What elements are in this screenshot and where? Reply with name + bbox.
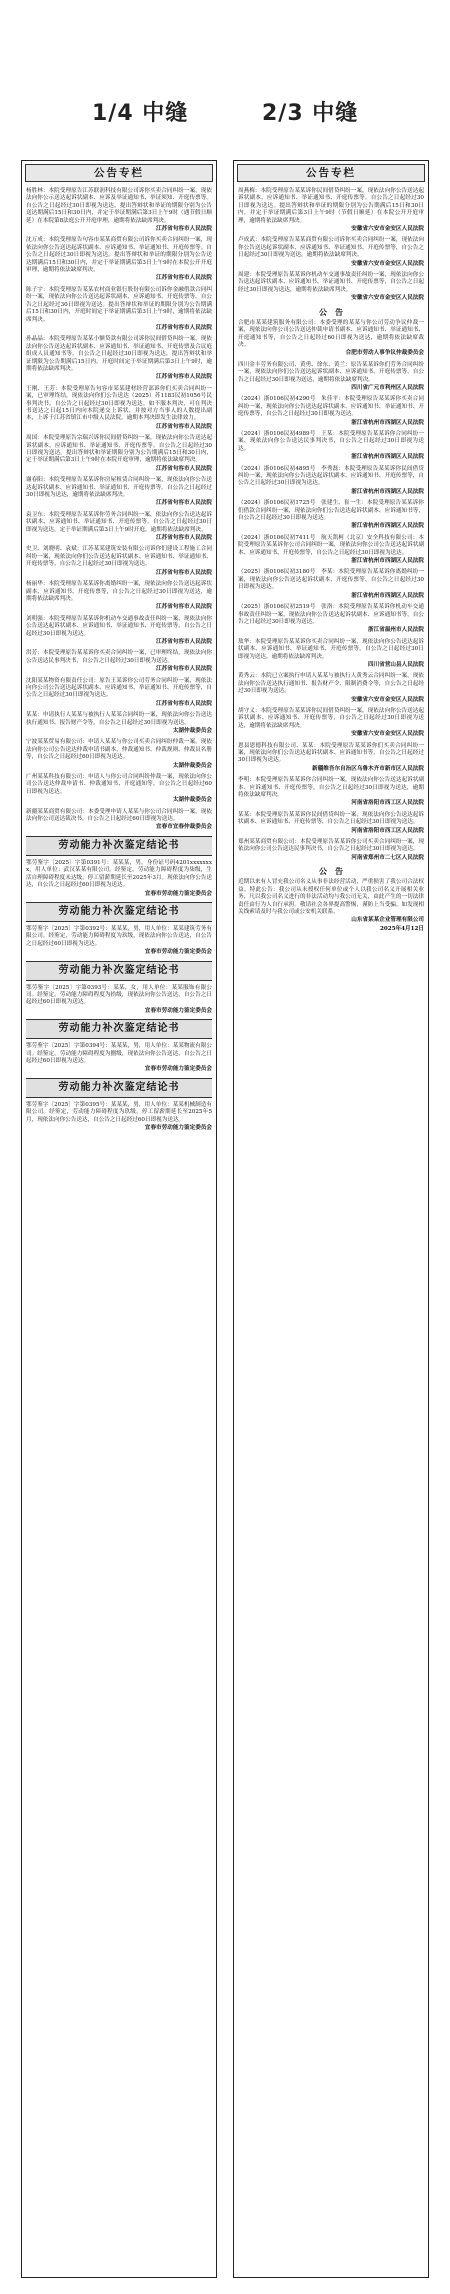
column-body xyxy=(234,185,428,933)
notice-text: 黄秀云：本院已立案执行申请人某某与被执行人黄秀云合同纠纷一案，现依法向你公告送达执行通知书、报告财产令、限制消费令等，自公告之日起经过30日即视为送达。 xyxy=(238,673,424,695)
notice-signature: 江苏省句容市人民法院 xyxy=(156,535,212,542)
notice-text: 周燕梅：本院受理原告某某诉你民间借贷纠纷一案，现依法向你公告送达起诉状副本、应诉通知书、举证通知书、开庭传票等。自公告之日起经过30日即视为送达。提出答辩状和举证的期限分别为公告期满后15日和30日内，并定于举证期满后第3日上午9时（节假日顺延）在本院公开开庭审理，逾期将依法缺席判决。 xyxy=(238,188,424,224)
notice-item xyxy=(26,809,212,832)
notice-text: 沈阳某某物资有限责任公司：原告王某诉你公司劳务合同纠纷一案，现依法向你公司公告送达起诉状副本、应诉通知书、举证通知书、开庭传票等，自公告之日起经过30日即视为送达。 xyxy=(26,677,212,699)
notice-signature: 山东省某某企业管理有限公司 xyxy=(351,917,424,924)
notice-item xyxy=(26,188,212,233)
notice-signature: 江苏省句容市人民法院 xyxy=(156,569,212,576)
notice-text: （2024）浙0106民初4895号 李秀磊：本院受理原告某某诉你民间借贷纠纷一案，现依法向你公告送达起诉状副本、应诉通知书、开庭传票等，自公告之日起经过30日即视为送达。 xyxy=(238,465,424,487)
notice-text: 某某：申请执行人某某与被执行人某某合同纠纷一案，现依法向你公告送达执行通知书、报告财产令等，自公告之日起经过30日即视为送达。 xyxy=(26,712,212,726)
notice-text: 胡守义：本院受理原告某某诉你民间借贷纠纷一案，现依法向你公告送达起诉状副本、应诉通知书、开庭传票等，自公告之日起经过30日即视为送达，逾期将依法缺席判决。 xyxy=(238,707,424,729)
notice-signature: 浙江省杭州市西湖区人民法院 xyxy=(351,592,424,599)
notice-text: 鄂劳鉴字〔2025〕字第0395号：某某某，男，用人单位：某某机械制造有限公司。经鉴定，劳动能力障碍程度为玖级，停工留薪期延长至2025年5月，现依法向你公告送达，自公告之日起经过60日即视为送达。 xyxy=(26,1101,212,1123)
notice-text: 杨丽华：本院受理原告某某诉你离婚纠纷一案，现依法向你公告送达起诉状副本、应诉通知书、开庭传票等，自公告之日起经过30日即视为送达，逾期将依法缺席判决。 xyxy=(26,581,212,602)
notice-title: 公 告 xyxy=(319,306,343,317)
notice-signature: 太湖仲裁委员会 xyxy=(172,762,212,769)
notice-text: 近期以来有人冒充我公司名义从事非法经营活动，严重损害了我公司合法权益。特此公告：我公司从未授权任何单位或个人以我公司名义开展相关业务，凡以我公司名义进行的非法活动均与我公司无关，由此产生的一切法律责任由行为人自行承担。敬请社会各界提高警惕，谨防上当受骗。如发现相关线索请及时与我公司或公安机关联系。 xyxy=(238,879,424,915)
notice-item xyxy=(26,985,212,1016)
labor-section-header: 劳动能力补次鉴定结论书 xyxy=(26,836,212,856)
labor-section-header: 劳动能力补次鉴定结论书 xyxy=(26,902,212,922)
notice-signature: 河南省洛阳市西工区人民法院 xyxy=(351,827,424,834)
notice-item xyxy=(238,237,424,268)
notice-signature: 江苏省句容市人民法院 xyxy=(156,226,212,233)
notice-text: 某某：本院受理原告某某诉你民间借贷纠纷一案，现依法向你公告送达起诉状副本、应诉通知书、开庭传票等，自公告之日起经过30日即视为送达。 xyxy=(238,811,424,826)
notice-signature: 江苏省句容市人民法院 xyxy=(156,374,212,381)
notice-item xyxy=(26,546,212,577)
notice-text: 史卫、刘晓明、袁斌：江苏某某建筑安装有限公司诉你们建设工程施工合同纠纷一案，现依法向你们公告送达起诉状副本、应诉通知书、举证通知书、开庭传票等。自公告之日起经过30日即视为送达。 xyxy=(26,546,212,568)
notice-text: 周建：本院受理原告某某诉你机动车交通事故责任纠纷一案，现依法向你公告送达起诉状副本、应诉通知书、举证通知书、开庭传票等，自公告之日起经过30日即视为送达，逾期将依法缺席判决。 xyxy=(238,272,424,293)
notice-signature: 河南省郑州市二七区人民法院 xyxy=(351,854,424,861)
notice-signature: 宜春市劳动能力鉴定委员会 xyxy=(144,890,212,897)
notice-text: （2025）浙0106民初3180号 李某：本院受理原告某某诉你离婚纠纷一案，现依法向你公告送达起诉状副本、开庭传票等，自公告之日起经过30日即视为送达。 xyxy=(238,569,424,591)
notice-signature: 安徽省六安市金安区人民法院 xyxy=(351,731,424,738)
notice-text: 恩县恩德科技有限公司、某某：本院受理原告某某诉你们买卖合同纠纷一案，现依法向你们公告送达起诉状副本、应诉通知书等，自公告之日起经过30日即视为送达。 xyxy=(238,742,424,764)
notice-signature: 江苏省句容市人民法院 xyxy=(156,604,212,611)
column-body xyxy=(22,185,216,1132)
notice-signature: 四川省广元市利州区人民法院 xyxy=(351,384,424,391)
notice-text: 袁卫东：本院受理原告某某诉你劳务合同纠纷一案，依法向你公告送达起诉状副本、应诉通知书、举证通知书、开庭传票等。自公告之日起经过30日即视为送达，定于举证期满后第3日上午9时开庭，逾期将依法缺席判决。 xyxy=(26,511,212,533)
notice-item xyxy=(26,712,212,735)
notice-signature: 江苏省句容市人民法院 xyxy=(156,423,212,430)
notice-signature: 江苏省句容市人民法院 xyxy=(156,465,212,472)
notice-signature: 江苏省句容市人民法院 xyxy=(156,275,212,282)
notice-item xyxy=(238,639,424,670)
notice-item xyxy=(238,466,424,497)
notice-item xyxy=(26,512,212,543)
notice-signature: 宜春市劳动能力鉴定委员会 xyxy=(144,1066,212,1073)
notice-text: 广州某某科技有限公司：申请人与你公司合同纠纷仲裁一案，现依法向你公司公告送达仲裁申请书、仲裁通知书、开庭通知等，自公告之日起经过60日即视为送达。 xyxy=(26,774,212,795)
notice-signature: 浙江省杭州市西湖区人民法院 xyxy=(351,558,424,565)
notice-signature: 江苏省句容市人民法院 xyxy=(156,500,212,507)
notice-signature: 安徽省六安市金安区人民法院 xyxy=(351,295,424,302)
notice-signature: 江苏省句容市人民法院 xyxy=(156,666,212,673)
notice-item xyxy=(238,604,424,635)
notice-text: 李明：本院受理原告某某诉你合同纠纷一案，现依法向你公告送达起诉状副本、应诉通知书、开庭传票等，自公告之日起经过30日即视为送达，逾期将依法缺席判决。 xyxy=(238,777,424,799)
notice-text: 谢春阳：本院受理原告某某诉你房屋租赁合同纠纷一案，现依法向你公告送达起诉状副本、应诉通知书、举证通知书、开庭传票等。自公告之日起经过30日即视为送达，逾期将依法缺席判决。 xyxy=(26,477,212,499)
notice-text: 鄂劳鉴字〔2025〕字第0391号：某某某，男，身份证号码4201xxxxxxxx，用人单位：武汉某某有限公司。经鉴定，劳动能力障碍程度为柒级，生活自理障碍程度未达级，停工留薪期延长至2025年3月。现依法向你公告送达，自公告之日起经过60日即视为送达。 xyxy=(26,859,212,889)
page-heading-left: 1/4 中缝 xyxy=(92,101,189,126)
notice-item xyxy=(26,287,212,332)
notice-item xyxy=(26,435,212,473)
notice-item xyxy=(238,777,424,808)
notice-signature: 宜春市宜春仲裁委员会 xyxy=(156,824,212,831)
notice-signature: 浙江省杭州市西湖区人民法院 xyxy=(351,454,424,461)
notice-text: 鄂劳鉴字〔2025〕字第0393号：某某，女，用人单位：某某服饰有限公司。经鉴定，劳动能力障碍程度为拾级，现依法向你公告送达，自公告之日起经过60日即视为送达。 xyxy=(26,984,212,1006)
notice-item xyxy=(26,678,212,709)
labor-section-header: 劳动能力补次鉴定结论书 xyxy=(26,1019,212,1039)
notice-text: 王刚、王芳：本院受理原告句容市某某建材经营部诉你们买卖合同纠纷一案，已审理终结，现依法向你们公告送达（2025）苏1183民初1056号民事判决书。自公告之日起经过30日即视为送达。如不服本判决，可在判决书送达之日起15日内向本院递交上诉状，并按对方当事人的人数提出副本，上诉于江苏省镇江市中级人民法院。逾期本判决即发生法律效力。 xyxy=(26,385,212,422)
titled-notice xyxy=(238,307,424,358)
notice-column-left xyxy=(21,160,217,2278)
notice-text: （2024）浙0106民初4989号 王某：本院受理原告某某诉你合同纠纷一案，现依法向你公告送达民事判决书，自公告之日起经过30日即视为送达。 xyxy=(238,430,424,452)
notice-item xyxy=(238,396,424,427)
notice-item xyxy=(238,708,424,739)
notice-item xyxy=(26,386,212,431)
notice-item xyxy=(238,272,424,303)
notice-text: 郑州某某商贸有限公司：本院受理原告某某诉你公司买卖合同纠纷一案，现依法向你公司公告送达民事判决书，自公告之日起经过30日即视为送达。 xyxy=(238,839,424,853)
notice-text: 刘明强：本院受理原告某某诉你机动车交通事故责任纠纷一案，现依法向你公告送达起诉状副本、应诉通知书、举证通知书、开庭传票等，自公告之日起经过30日即视为送达。 xyxy=(26,615,212,637)
notice-item xyxy=(26,1043,212,1074)
notice-text: （2024）浙0106民初7411号 航天凯柯（北京）安全科技有限公司：本院受理原告某某诉你公司合同纠纷一案，现依法向你公司公告送达起诉状副本、应诉通知书、开庭传票等，自公告之日起经过30日即视为送达。 xyxy=(238,534,424,556)
notice-text: 四川金丰劳务有限公司、黄勇、徐东、黄兰：原告某某诉你们劳务合同纠纷一案，现依法向你们公告送达起诉状副本、应诉通知书、开庭传票等，自公告之日起经过30日即视为送达，逾期将依法缺席判决。 xyxy=(238,361,424,383)
notice-item xyxy=(26,616,212,647)
notice-text: （2024）浙0106民初1725号 张建生、崔一生：本院受理原告某某诉你们借款合同纠纷一案，现依法向你们公告送达起诉状副本、应诉通知书等，自公告之日起经过30日即视为送达。 xyxy=(238,500,424,522)
notice-signature: 宜春市劳动能力鉴定委员会 xyxy=(144,1007,212,1014)
notice-item xyxy=(26,774,212,805)
notice-text: 孙晶晶：本院受理原告某某小额贷款有限公司诉你民间借贷纠纷一案，现依法向你公告送达起诉状副本、应诉通知书、举证通知书、开庭传票及合议庭组成人员通知书等。自公告之日起经过30日即视为送达，提出答辩状和举证期限为公告期满后15日内，开庭时间定于举证期满后第3日上午9时，逾期将依法缺席判决。 xyxy=(26,336,212,372)
notice-signature: 江苏省句容市人民法院 xyxy=(156,324,212,331)
notice-item xyxy=(238,839,424,862)
notice-signature: 安徽省六安市金安区人民法院 xyxy=(351,696,424,703)
notice-text: 鄂劳鉴字〔2025〕字第0392号：某某某，男，用人单位：某某建筑劳务有限公司。经鉴定，劳动能力障碍程度为玖级，现依法向你公告送达，自公告之日起经过60日即视为送达。 xyxy=(26,925,212,947)
notice-text: 洪芳：本院受理原告某某诉你买卖合同纠纷一案，已审理终结，现依法向你公告送达民事判决书，自公告之日起经过30日即视为送达。 xyxy=(26,650,212,664)
notice-signature: 河南省洛阳市西工区人民法院 xyxy=(351,800,424,807)
notice-text: 卢成武：本院受理原告某某商贸有限公司诉你买卖合同纠纷一案，现依法向你公告送达起诉状副本、应诉通知书、举证通知书、开庭传票等，自公告之日起经过30日即视为送达，逾期将依法缺席判决。 xyxy=(238,237,424,259)
labor-section-header: 劳动能力补次鉴定结论书 xyxy=(26,1078,212,1098)
notice-item xyxy=(238,743,424,774)
notice-text: （2024）浙0106民初4290号 朱佳平：本院受理原告某某诉你买卖合同纠纷一案，现依法向你公告送达起诉状副本、应诉通知书、举证通知书、开庭传票等，自公告之日起经过30日即视为送达。 xyxy=(238,396,424,418)
notice-item xyxy=(26,237,212,282)
notice-signature: 浙江省杭州市西湖区人民法院 xyxy=(351,523,424,530)
notice-signature: 太湖仲裁委员会 xyxy=(172,797,212,804)
notice-signature: 合肥市劳动人事争议仲裁委员会 xyxy=(345,350,424,357)
notice-title: 公 告 xyxy=(319,866,343,877)
notice-item xyxy=(26,1102,212,1133)
labor-section-header: 劳动能力补次鉴定结论书 xyxy=(26,961,212,981)
notice-item xyxy=(26,739,212,770)
notice-text: 陈子宇：本院受理原告某某农村商业银行股份有限公司诉你金融借款合同纠纷一案，现依法向你公告送达起诉状副本、应诉通知书、开庭传票等。自公告之日起经过30日即视为送达。提出答辩状和举证的期限分别为公告期满后15日和30日内，开庭时间定于举证期满后第3日上午9时，逾期将依法缺席判决。 xyxy=(26,286,212,323)
notice-signature: 新疆维吾尔自治区乌鲁木齐市新市区人民法院 xyxy=(312,765,424,772)
notice-item xyxy=(238,535,424,566)
notice-text: 杨胜林：本院受理原告江苏联润科技有限公司诉你买卖合同纠纷一案，现依法向你公示送达起诉状副本、应诉及举证通知书、举证须知、开庭传票等。自公告之日起经过30日即视为送达。提出答辩状和举证的期限分别为公告送达期满后15日和30日内，并定于举证期满后第3日上午9时（遇节假日顺延）在本院第8法庭公开开庭审理，逾期将依法缺席判决。 xyxy=(26,188,212,224)
notice-signature: 四川省营山县人民法院 xyxy=(368,661,424,668)
notice-item xyxy=(26,336,212,381)
notice-signature: 浙江省杭州市西湖区人民法院 xyxy=(351,488,424,495)
notice-item xyxy=(238,569,424,600)
notice-signature: 太湖仲裁委员会 xyxy=(172,728,212,734)
notice-item xyxy=(238,431,424,462)
notice-item xyxy=(238,500,424,531)
notice-text: 敖华：本院受理原告某某诉你买卖合同纠纷一案，现依法向你公告送达起诉状副本、应诉通知书、举证通知书、开庭传票等，自公告之日起经过30日即视为送达，逾期将依法缺席判决。 xyxy=(238,638,424,660)
column-banner: 公告专栏 xyxy=(25,164,213,182)
notice-item xyxy=(238,673,424,704)
notice-text: 周国：本院受理原告宗瑞兴诉你民间借贷纠纷一案，现依法向你公告送达起诉状副本、应诉通知书、举证通知书、开庭传票等。自公告之日起经过30日即视为送达。提出答辩状和举证期限分别为公告期满后15日和30日内，定于举证期满后第3日上午9时在本院开庭审理，逾期将依法缺席判决。 xyxy=(26,435,212,464)
notice-text: 合肥市某某建筑服务有限公司：本委受理的某某与你公司劳动争议仲裁一案，现依法向你公司公告送达仲裁申请书副本、应诉通知书、举证通知书、开庭通知书等，自公告之日起经过60日即视为送达，逾期将依法缺席裁决。 xyxy=(238,319,424,348)
notice-signature: 江苏省句容市人民法院 xyxy=(156,700,212,707)
page-heading-right: 2/3 中缝 xyxy=(262,101,359,126)
notice-signature: 安徽省六安市金安区人民法院 xyxy=(351,260,424,267)
notice-text: 新疆某某商贸有限公司：本委受理申请人某某与你公司合同纠纷一案，现依法向你公司送达裁决书，自公告之日起经过60日即视为送达。 xyxy=(26,808,212,823)
notice-signature: 宜春市劳动能力鉴定委员会 xyxy=(144,949,212,956)
notice-item xyxy=(26,860,212,898)
notice-item xyxy=(238,362,424,393)
notice-text: （2025）浙0106民初2519号 张洛：本院受理原告某某诉你机动车交通事故责任纠纷一案，现依法向你公告送达起诉状副本、应诉通知书等，自公告之日起经过30日即视为送达。 xyxy=(238,604,424,625)
notice-item xyxy=(238,812,424,835)
notice-item xyxy=(26,581,212,612)
notice-text: 宁波某某贸易有限公司：申请人某某与你公司买卖合同纠纷仲裁一案，现依法向你公司公告送达仲裁申请书副本、仲裁通知书、仲裁规则、仲裁员名册等，自公告之日起经过60日即视为送达。 xyxy=(26,739,212,761)
notice-signature: 浙江省杭州市西湖区人民法院 xyxy=(351,419,424,426)
notice-signature: 江苏省句容市人民法院 xyxy=(156,638,212,645)
notice-text: 沈万成：本院受理原告句容市某某商贸有限公司诉你买卖合同纠纷一案，现依法向你公告送达起诉状副本、应诉通知书、举证通知书、开庭传票等。自公告之日起经过30日即视为送达。提出答辩状和举证的期限分别为公告送达期满后15日和30日内，并定于举证期满后第3日上午9时在本院公开开庭审理，逾期将依法缺席判决。 xyxy=(26,237,212,274)
notice-text: 鄂劳鉴字〔2025〕字第0394号：某某某，男，用人单位：某某物流有限公司。经鉴定，劳动能力障碍程度为捌级，现依法向你公告送达，自公告之日起经过60日即视为送达。 xyxy=(26,1043,212,1064)
titled-notice xyxy=(238,866,424,933)
notice-item xyxy=(26,926,212,957)
notice-date: 2025年4月12日 xyxy=(379,925,424,932)
notice-signature: 安徽省六安市金安区人民法院 xyxy=(351,226,424,233)
notice-item xyxy=(26,477,212,508)
notice-column-right xyxy=(233,160,429,2278)
notice-signature: 浙江省温州市人民法院 xyxy=(368,627,424,634)
notice-item xyxy=(26,650,212,673)
column-banner: 公告专栏 xyxy=(237,164,425,182)
notice-item xyxy=(238,188,424,233)
notice-signature: 宜春市劳动能力鉴定委员会 xyxy=(144,1125,212,1131)
